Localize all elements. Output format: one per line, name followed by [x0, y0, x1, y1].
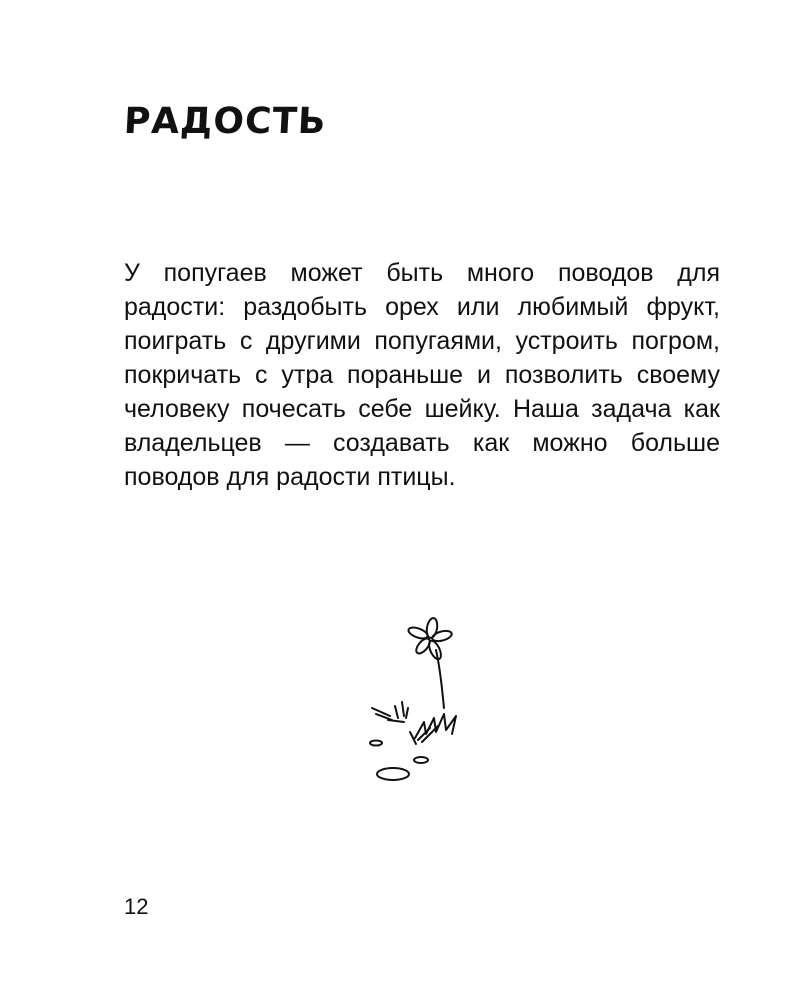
flower-icon [407, 617, 453, 708]
page-number: 12 [124, 894, 149, 919]
body-paragraph: У попугаев может быть много поводов для радости: раздобыть орех или любимый фрукт, поиграть с другими попугаями, устроить погром, покричать с утра пораньше и позволить своему человеку почесать себе шейку. Наша задача как владельцев — создавать как можно больше поводов для радости птицы. [124, 259, 720, 491]
pebbles-icon [370, 741, 428, 781]
flower-grass-illustration [360, 608, 490, 788]
page-title: РАДОСТЬ [122, 101, 328, 142]
